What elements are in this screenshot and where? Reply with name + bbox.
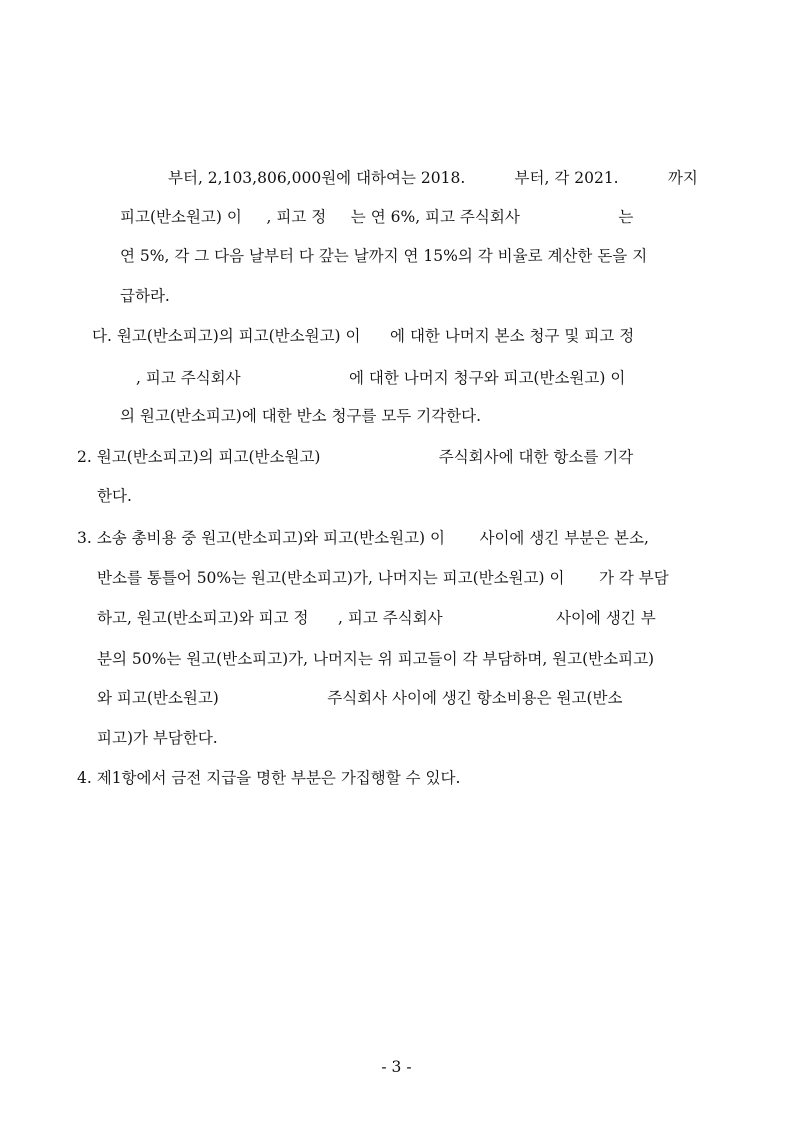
text-line-1: 부터, 2,103,806,000원에 대하여는 2018. 부터, 각 2021. 까지	[168, 169, 698, 187]
text-line-9: 한다.	[97, 487, 132, 505]
text-line-8: 2. 원고(반소피고)의 피고(반소원고) 주식회사에 대한 항소를 기각	[77, 448, 634, 466]
text-line-16: 4. 제1항에서 금전 지급을 명한 부분은 가집행할 수 있다.	[77, 769, 461, 787]
text-line-12: 하고, 원고(반소피고)와 피고 정 , 피고 주식회사 사이에 생긴 부	[97, 609, 656, 627]
text-line-6: , 피고 주식회사 에 대한 나머지 청구와 피고(반소원고) 이	[136, 369, 626, 387]
text-line-7: 의 원고(반소피고)에 대한 반소 청구를 모두 기각한다.	[120, 407, 482, 425]
text-line-3: 연 5%, 각 그 다음 날부터 다 갚는 날까지 연 15%의 각 비율로 계산한 돈을 지	[120, 247, 648, 265]
text-line-14: 와 피고(반소원고) 주식회사 사이에 생긴 항소비용은 원고(반소	[97, 689, 623, 707]
text-line-2: 피고(반소원고) 이 , 피고 정 는 연 6%, 피고 주식회사 는	[120, 208, 634, 226]
text-line-5: 다. 원고(반소피고)의 피고(반소원고) 이 에 대한 나머지 본소 청구 및 피고 정	[92, 327, 635, 345]
text-line-4: 급하라.	[120, 287, 170, 305]
text-line-13: 분의 50%는 원고(반소피고)가, 나머지는 위 피고들이 각 부담하며, 원고(반소피고)	[97, 650, 655, 668]
text-line-11: 반소를 통틀어 50%는 원고(반소피고)가, 나머지는 피고(반소원고) 이 가 각 부담	[97, 569, 669, 587]
text-line-10: 3. 소송 총비용 중 원고(반소피고)와 피고(반소원고) 이 사이에 생긴 부분은 본소,	[77, 529, 649, 547]
page-number: - 3 -	[381, 1058, 412, 1076]
text-line-15: 피고)가 부담한다.	[97, 729, 218, 747]
